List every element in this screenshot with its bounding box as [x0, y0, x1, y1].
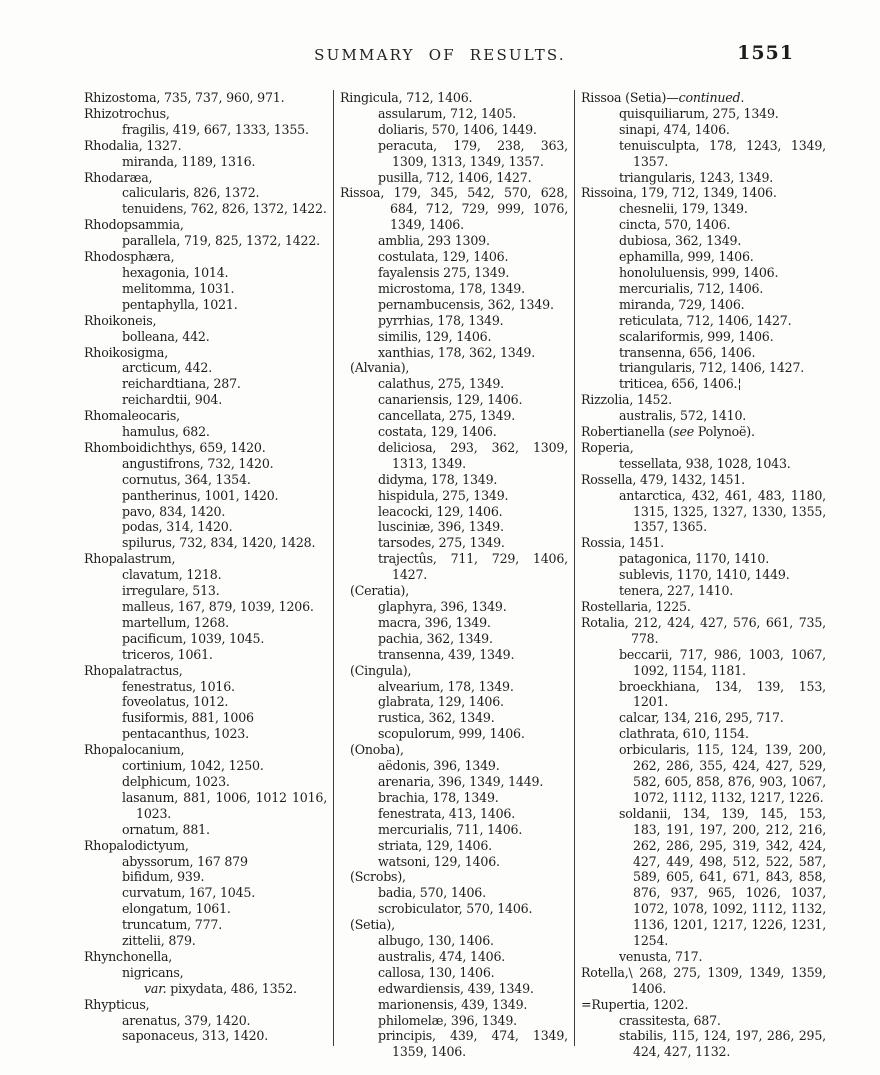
species-entry: lasanum, 881, 1006, 1012 1016, 1023. [122, 789, 327, 821]
species-entry: pyrrhias, 178, 1349. [378, 312, 504, 328]
species-entry: melitomma, 1031. [122, 280, 235, 296]
species-entry: rustica, 362, 1349. [378, 710, 495, 726]
species-entry: miranda, 729, 1406. [619, 296, 745, 312]
species-entry: pantherinus, 1001, 1420. [122, 487, 279, 503]
species-entry: curvatum, 167, 1045. [122, 885, 256, 901]
species-entry: fenestrata, 413, 1406. [378, 805, 516, 821]
species-entry: bolleana, 442. [122, 328, 210, 344]
column-divider [574, 90, 575, 1046]
species-entry: ephamilla, 999, 1406. [619, 249, 754, 265]
genus-entry: Rhoikoneis, [84, 312, 157, 328]
species-entry: edwardiensis, 439, 1349. [378, 980, 534, 996]
species-entry: cornutus, 364, 1354. [122, 471, 251, 487]
species-entry: arenatus, 379, 1420. [122, 1012, 251, 1028]
species-entry: beccarii, 717, 986, 1003, 1067, 1092, 1154, 1181. [619, 646, 826, 678]
species-entry: macra, 396, 1349. [378, 614, 491, 630]
species-entry: scalariformis, 999, 1406. [619, 328, 774, 344]
genus-entry: Rotella,\ 268, 275, 1309, 1349, 1359, 1406. [581, 964, 826, 996]
genus-entry: Rhypticus, [84, 996, 150, 1012]
species-entry: parallela, 719, 825, 1372, 1422. [122, 233, 320, 249]
genus-entry: Robertianella (see Polynoë). [581, 424, 755, 440]
species-entry: trajectûs, 711, 729, 1406, 1427. [378, 551, 568, 583]
subgenus-entry: (Onoba), [350, 742, 404, 758]
species-entry: malleus, 167, 879, 1039, 1206. [122, 599, 314, 614]
species-entry: orbicularis, 115, 124, 139, 200, 262, 286, 355, 424, 427, 529, 582, 605, 858, 876, 903, 1067, 1072, 1112, 1132, 1217, 1226. [619, 742, 826, 805]
species-entry: aëdonis, 396, 1349. [378, 758, 500, 774]
species-entry: hispidula, 275, 1349. [378, 487, 509, 503]
genus-entry: Rhynchonella, [84, 948, 173, 964]
species-entry: amblia, 293 1309. [378, 233, 490, 249]
species-entry: xanthias, 178, 362, 1349. [378, 344, 536, 360]
genus-entry: Rizzolia, 1452. [581, 392, 672, 408]
species-entry: peracuta, 179, 238, 363, 1309, 1313, 1349, 1357. [378, 137, 568, 169]
species-entry: elongatum, 1061. [122, 901, 231, 917]
genus-entry: Rhopalocanium, [84, 742, 185, 758]
genus-entry: Rhizostoma, 735, 737, 960, 971. [84, 90, 285, 105]
species-entry: patagonica, 1170, 1410. [619, 551, 769, 567]
species-entry: brachia, 178, 1349. [378, 789, 499, 805]
species-entry: tarsodes, 275, 1349. [378, 535, 505, 551]
genus-entry: Rhoikosigma, [84, 344, 169, 360]
species-entry: abyssorum, 167 879 [122, 853, 248, 869]
species-entry: spilurus, 732, 834, 1420, 1428. [122, 535, 316, 551]
species-entry: scrobiculator, 570, 1406. [378, 901, 533, 917]
page-header [0, 0, 880, 66]
species-entry: transenna, 439, 1349. [378, 646, 515, 662]
genus-entry: Rhopalodictyum, [84, 837, 189, 853]
genus-entry: Rotalia, 212, 424, 427, 576, 661, 735, 778. [581, 614, 826, 646]
species-entry: watsoni, 129, 1406. [378, 853, 500, 869]
species-entry: ornatum, 881. [122, 821, 210, 837]
species-entry: leacocki, 129, 1406. [378, 503, 503, 519]
index-column-2 [340, 90, 568, 1060]
species-entry: stabilis, 115, 124, 197, 286, 295, 424, 427, 1132. [619, 1028, 826, 1060]
genus-entry: Rostellaria, 1225. [581, 599, 691, 614]
index-column-3 [581, 90, 826, 1060]
species-entry: irregulare, 513. [122, 583, 220, 599]
species-entry: fragilis, 419, 667, 1333, 1355. [122, 121, 309, 137]
index-column-1 [84, 90, 327, 1044]
species-entry: clathrata, 610, 1154. [619, 726, 749, 742]
species-entry: nigricans, [122, 964, 184, 980]
species-entry: microstoma, 178, 1349. [378, 280, 525, 296]
species-entry: doliaris, 570, 1406, 1449. [378, 121, 537, 137]
species-entry: scopulorum, 999, 1406. [378, 726, 525, 742]
genus-entry: Rhizotrochus, [84, 105, 170, 121]
species-entry: honoluluensis, 999, 1406. [619, 264, 779, 280]
species-entry: saponaceus, 313, 1420. [122, 1028, 269, 1044]
species-entry: pusilla, 712, 1406, 1427. [378, 169, 532, 185]
species-entry: reichardtii, 904. [122, 392, 223, 408]
species-entry: calathus, 275, 1349. [378, 376, 504, 392]
genus-entry: =Rupertia, 1202. [581, 996, 689, 1012]
species-entry: fenestratus, 1016. [122, 678, 235, 694]
species-entry: tenuidens, 762, 826, 1372, 1422. [122, 201, 327, 217]
species-entry: cancellata, 275, 1349. [378, 408, 516, 424]
species-entry: venusta, 717. [619, 948, 703, 964]
species-entry: calcar, 134, 216, 295, 717. [619, 710, 784, 726]
species-entry: transenna, 656, 1406. [619, 344, 756, 360]
genus-entry: Rhodopsammia, [84, 217, 184, 233]
species-entry: pernambucensis, 362, 1349. [378, 296, 554, 312]
species-entry: pavo, 834, 1420. [122, 503, 226, 519]
column-divider [333, 90, 334, 1046]
species-entry: fayalensis 275, 1349. [378, 264, 510, 280]
species-entry: pentaphylla, 1021. [122, 296, 238, 312]
species-entry: australis, 572, 1410. [619, 408, 747, 424]
species-entry: alvearium, 178, 1349. [378, 678, 514, 694]
species-entry: glabrata, 129, 1406. [378, 694, 504, 710]
species-entry: hexagonia, 1014. [122, 264, 229, 280]
species-entry: quisquiliarum, 275, 1349. [619, 105, 779, 121]
species-entry: delphicum, 1023. [122, 773, 230, 789]
species-entry: calicularis, 826, 1372. [122, 185, 260, 201]
species-entry: podas, 314, 1420. [122, 519, 233, 535]
species-entry: tenuisculpta, 178, 1243, 1349, 1357. [619, 137, 826, 169]
species-entry: triceros, 1061. [122, 646, 213, 662]
species-entry: triangularis, 1243, 1349. [619, 169, 774, 185]
running-title: SUMMARY OF RESULTS. [314, 46, 566, 64]
species-entry: reticulata, 712, 1406, 1427. [619, 312, 792, 328]
species-entry: badia, 570, 1406. [378, 885, 486, 901]
species-entry: mercurialis, 712, 1406. [619, 280, 764, 296]
species-entry: similis, 129, 1406. [378, 328, 492, 344]
species-entry: reichardtiana, 287. [122, 376, 241, 392]
species-entry: striata, 129, 1406. [378, 837, 492, 853]
species-entry: chesnelii, 179, 1349. [619, 201, 748, 217]
subgenus-entry: (Cingula), [350, 662, 412, 678]
species-entry: mercurialis, 711, 1406. [378, 821, 523, 837]
species-entry: var. pixydata, 486, 1352. [144, 980, 297, 996]
species-entry: miranda, 1189, 1316. [122, 153, 256, 169]
subgenus-entry: (Setia), [350, 917, 395, 933]
species-entry: didyma, 178, 1349. [378, 471, 498, 487]
species-entry: broeckhiana, 134, 139, 153, 1201. [619, 678, 826, 710]
species-entry: cincta, 570, 1406. [619, 217, 731, 233]
species-entry: fusiformis, 881, 1006 [122, 710, 254, 726]
genus-entry: Rhodalia, 1327. [84, 137, 182, 153]
genus-entry: Rhopalastrum, [84, 551, 176, 567]
species-entry: tenera, 227, 1410. [619, 583, 734, 599]
genus-entry: Rhodaræa, [84, 169, 153, 185]
genus-entry: Rissoa (Setia)—continued. [581, 90, 745, 105]
species-entry: tessellata, 938, 1028, 1043. [619, 455, 791, 471]
genus-entry: Rhopalatractus, [84, 662, 183, 678]
species-entry: martellum, 1268. [122, 614, 229, 630]
species-entry: arenaria, 396, 1349, 1449. [378, 773, 544, 789]
species-entry: antarctica, 432, 461, 483, 1180, 1315, 1325, 1327, 1330, 1355, 1357, 1365. [619, 487, 826, 535]
species-entry: pentacanthus, 1023. [122, 726, 249, 742]
genus-entry: Ringicula, 712, 1406. [340, 90, 473, 105]
species-entry: sublevis, 1170, 1410, 1449. [619, 567, 790, 583]
species-entry: pachia, 362, 1349. [378, 630, 493, 646]
species-entry: crassitesta, 687. [619, 1012, 721, 1028]
species-entry: canariensis, 129, 1406. [378, 392, 523, 408]
species-entry: hamulus, 682. [122, 424, 210, 440]
species-entry: callosa, 130, 1406. [378, 964, 495, 980]
subgenus-entry: (Ceratia), [350, 583, 410, 599]
species-entry: lusciniæ, 396, 1349. [378, 519, 504, 535]
species-entry: clavatum, 1218. [122, 567, 222, 583]
species-entry: australis, 474, 1406. [378, 948, 506, 964]
species-entry: foveolatus, 1012. [122, 694, 229, 710]
genus-entry: Rossia, 1451. [581, 535, 664, 551]
species-entry: deliciosa, 293, 362, 1309, 1313, 1349. [378, 439, 568, 471]
species-entry: truncatum, 777. [122, 917, 223, 933]
species-entry: principis, 439, 474, 1349, 1359, 1406. [378, 1028, 568, 1060]
species-entry: glaphyra, 396, 1349. [378, 599, 507, 614]
subgenus-entry: (Scrobs), [350, 869, 406, 885]
subgenus-entry: (Alvania), [350, 360, 410, 376]
species-entry: zittelii, 879. [122, 933, 196, 949]
genus-entry: Rhomboidichthys, 659, 1420. [84, 439, 266, 455]
species-entry: sinapi, 474, 1406. [619, 121, 730, 137]
genus-entry: Rissoa, 179, 345, 542, 570, 628, 684, 712, 729, 999, 1076, 1349, 1406. [340, 185, 568, 233]
species-entry: costulata, 129, 1406. [378, 249, 509, 265]
genus-entry: Rossella, 479, 1432, 1451. [581, 471, 745, 487]
species-entry: arcticum, 442. [122, 360, 213, 376]
species-entry: marionensis, 439, 1349. [378, 996, 528, 1012]
species-entry: assularum, 712, 1405. [378, 105, 517, 121]
species-entry: pacificum, 1039, 1045. [122, 630, 265, 646]
species-entry: triangularis, 712, 1406, 1427. [619, 360, 805, 376]
genus-entry: Rhodosphæra, [84, 249, 175, 265]
species-entry: cortinium, 1042, 1250. [122, 758, 264, 774]
genus-entry: Rissoina, 179, 712, 1349, 1406. [581, 185, 777, 201]
species-entry: dubiosa, 362, 1349. [619, 233, 742, 249]
species-entry: albugo, 130, 1406. [378, 933, 494, 949]
index-body [84, 90, 856, 1060]
genus-entry: Roperia, [581, 439, 634, 455]
genus-entry: Rhomaleocaris, [84, 408, 180, 424]
species-entry: triticea, 656, 1406.¦ [619, 376, 742, 392]
species-entry: bifidum, 939. [122, 869, 205, 885]
page-number: 1551 [737, 42, 794, 64]
species-entry: soldanii, 134, 139, 145, 153, 183, 191, 197, 200, 212, 216, 262, 286, 295, 319, 342, 424, 427, 449, 498, 512, 522, 587, 589, 605, 641, 671, 843, 858, 876, 937, 965, 1026, 1037, 1072, 1078, 1092, 1112, 1132, 1136, 1201, 1217, 1226, 1231, 1254. [619, 805, 826, 949]
species-entry: costata, 129, 1406. [378, 424, 497, 440]
species-entry: philomelæ, 396, 1349. [378, 1012, 517, 1028]
species-entry: angustifrons, 732, 1420. [122, 455, 274, 471]
